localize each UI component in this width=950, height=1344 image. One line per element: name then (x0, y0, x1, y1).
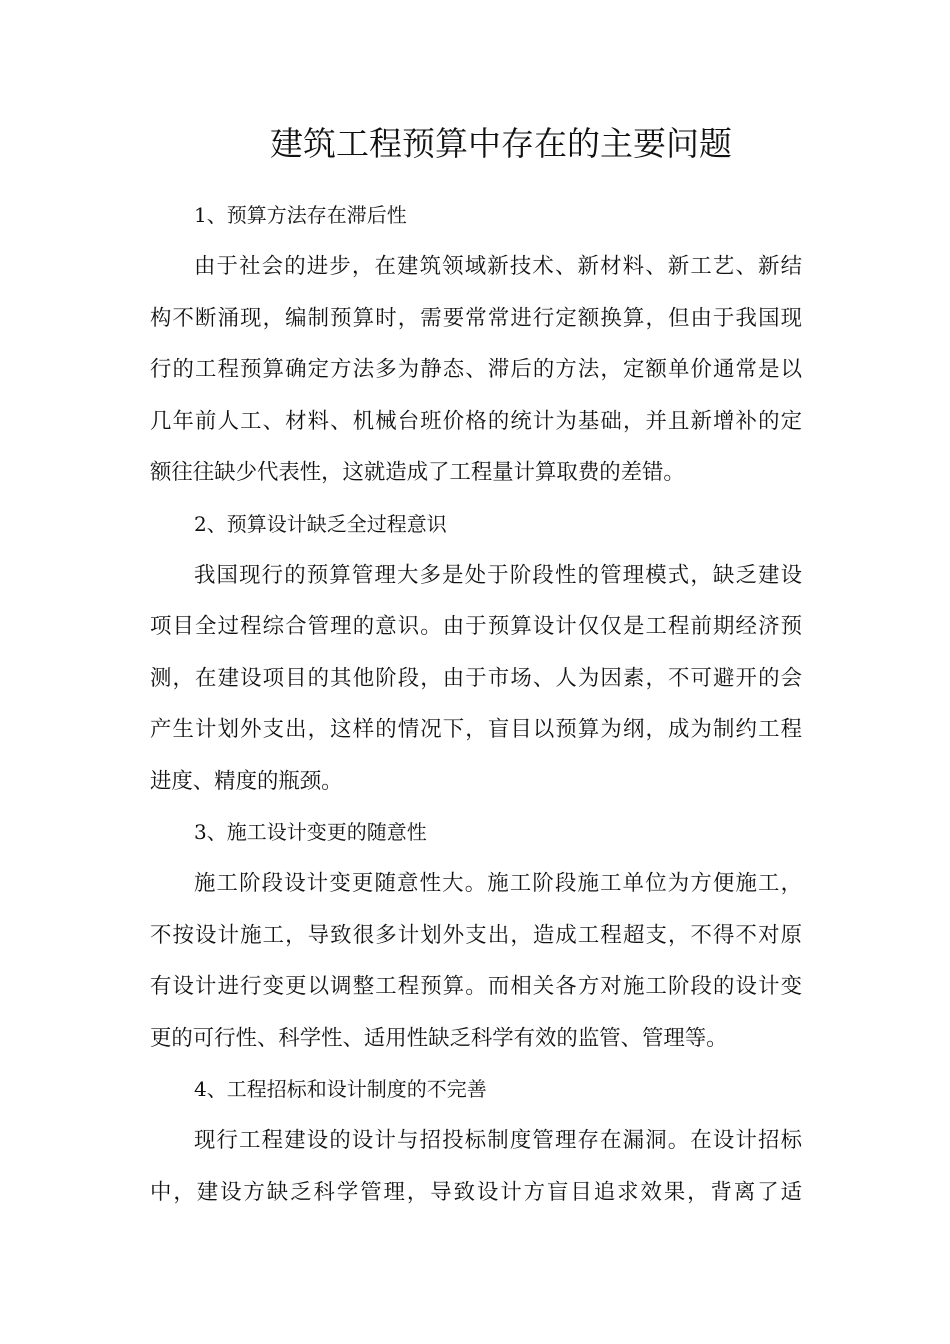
section-1 (150, 190, 802, 499)
section-heading: 4、工程招标和设计制度的不完善 (194, 1077, 487, 1101)
paragraph-line: 项目全过程综合管理的意识。由于预算设计仅仅是工程前期经济预 (150, 614, 802, 639)
section-heading: 3、施工设计变更的随意性 (194, 820, 427, 844)
paragraph-line: 施工阶段设计变更随意性大。施工阶段施工单位为方便施工， (194, 871, 802, 896)
section-heading: 1、预算方法存在滞后性 (194, 203, 407, 227)
document-body (150, 190, 802, 1218)
paragraph-line: 有设计进行变更以调整工程预算。而相关各方对施工阶段的设计变 (150, 974, 802, 999)
paragraph-line: 行的工程预算确定方法多为静态、滞后的方法，定额单价通常是以 (150, 357, 802, 382)
paragraph-line: 不按设计施工，导致很多计划外支出，造成工程超支，不得不对原 (150, 922, 802, 948)
section-2 (150, 499, 802, 808)
paragraph-line: 进度、精度的瓶颈。 (150, 768, 343, 794)
paragraph-line: 额往往缺少代表性，这就造成了工程量计算取费的差错。 (150, 460, 685, 485)
paragraph-line: 产生计划外支出，这样的情况下，盲目以预算为纲，成为制约工程 (150, 717, 802, 742)
paragraph-line: 现行工程建设的设计与招投标制度管理存在漏洞。在设计招标 (194, 1128, 802, 1153)
paragraph-line: 我国现行的预算管理大多是处于阶段性的管理模式，缺乏建设 (194, 562, 802, 588)
paragraph-line: 由于社会的进步，在建筑领域新技术、新材料、新工艺、新结 (194, 254, 802, 279)
paragraph-line: 构不断涌现，编制预算时，需要常常进行定额换算，但由于我国现 (150, 305, 802, 331)
paragraph-line: 中，建设方缺乏科学管理，导致设计方盲目追求效果，背离了适 (150, 1179, 802, 1205)
section-3 (150, 807, 802, 1064)
paragraph-line: 更的可行性、科学性、适用性缺乏科学有效的监管、管理等。 (150, 1025, 728, 1051)
paragraph-line: 测，在建设项目的其他阶段，由于市场、人为因素，不可避开的会 (150, 665, 802, 691)
section-heading: 2、预算设计缺乏全过程意识 (194, 511, 447, 536)
paragraph-line: 几年前人工、材料、机械台班价格的统计为基础，并且新增补的定 (150, 408, 802, 434)
section-4 (150, 1064, 802, 1218)
document-title: 建筑工程预算中存在的主要问题 (270, 124, 732, 163)
